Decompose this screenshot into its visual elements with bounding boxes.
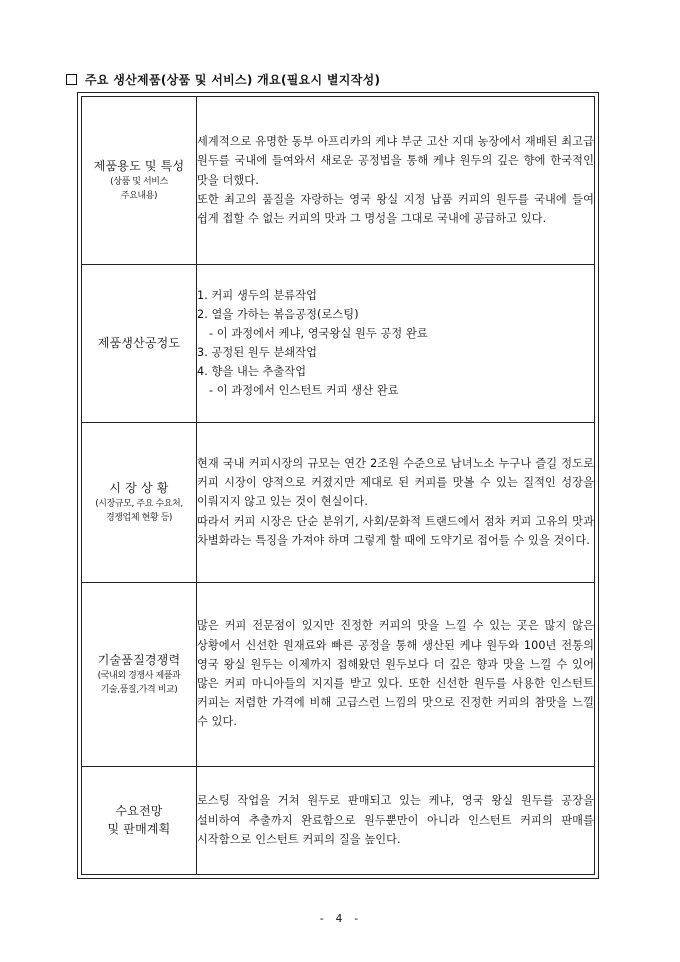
row-content-cell: [197, 766, 595, 874]
row-label-demand-forecast: 수요전망: [115, 804, 163, 819]
checkbox-square-icon: [66, 74, 77, 85]
section-title: 주요 생산제품(상품 및 서비스) 개요(필요시 별지작성): [85, 73, 381, 87]
table-row-production-process: [82, 264, 594, 422]
page-number: - 4 -: [318, 912, 362, 925]
row-label-cell: [82, 97, 197, 264]
table-row-product-use: [82, 97, 594, 264]
row-label-production-process: 제품생산공정도: [97, 336, 181, 350]
content-paragraph: 따라서 커피 시장은 단순 분위기, 사회/문화적 트랜드에서 점차 커피 고유의 맛과 차별화라는 특징을 가져야 하며 그렇게 할 때에 도약기로 접어들 수 있을 것이다.: [197, 514, 594, 547]
row-sublabel-line: (국내외 경쟁사 제품과: [97, 671, 181, 681]
content-paragraph: 또한 최고의 품질을 자랑하는 영국 왕실 지정 납품 커피의 원두를 국내에 들여 쉽게 접할 수 없는 커피의 맛과 그 명성을 그대로 국내에 공급하고 있다.: [197, 192, 594, 226]
row-label-tech-competitiveness: 기술품질경쟁력: [97, 653, 181, 667]
process-step: 3. 공정된 원두 분쇄작업: [197, 346, 318, 359]
row-label-cell: [82, 766, 197, 874]
row-label-cell: [82, 264, 197, 422]
row-sublabel-line: 주요내용): [120, 191, 158, 202]
process-step-note: - 이 과정에서 케냐, 영국왕실 원두 공정 완료: [209, 327, 428, 340]
row-label-cell: [82, 422, 197, 582]
overview-frame-inner: [81, 96, 595, 875]
row-label-market-status: 시 장 상 황: [109, 481, 169, 495]
row-content-cell: [197, 422, 595, 582]
row-content-cell: [197, 97, 595, 264]
row-sublabel-line: (시장규모, 주요 수요처,: [95, 499, 183, 509]
section-header: [66, 71, 380, 88]
overview-frame: [77, 92, 599, 879]
content-paragraph: 세계적으로 유명한 동부 아프리카의 케냐 부군 고산 지대 농장에서 재배된 최고급 원두를 국내에 들여와서 새로운 공정법을 통해 케냐 원두의 깊은 향에 한국적인 맛을 더했다.: [197, 135, 594, 187]
content-paragraph: 현재 국내 커피시장의 규모는 연간 2조원 수준으로 남녀노소 누구나 즐길 정도로 커피 시장이 양적으로 커졌지만 제대로 된 커피를 맛볼 수 있는 질적인 성장을 이뤄지지 않고 있는 것이 현실이다.: [197, 456, 594, 509]
content-paragraph: 로스팅 작업을 거쳐 원두로 판매되고 있는 케냐, 영국 왕실 원두를 공장을 설비하여 추출까지 완료함으로 원두뿐만이 아니라 인스턴트 커피의 판매를 시작함으로 인스턴트 커피의 질을 높인다.: [197, 794, 594, 846]
row-label-sales-plan: 및 판매계획: [107, 822, 171, 837]
row-label-cell: [82, 582, 197, 766]
row-sublabel-line: 경쟁업체 현황 등): [105, 513, 173, 523]
row-sublabel-line: 기술,품질,가격 비교): [100, 685, 178, 695]
row-content-cell: [197, 264, 595, 422]
product-overview-table: [82, 97, 594, 874]
row-label-product-use: 제품용도 및 특성: [93, 159, 185, 174]
content-paragraph: 많은 커피 전문점이 있지만 진정한 커피의 맛을 느낄 수 있는 곳은 많지 않은 상황에서 신선한 원재료와 빠른 공정을 통해 생산된 케냐 원두와 100년 전통의 영국 왕실 원두는 이제까지 접해왔던 원두보다 더 깊은 향과 맛을 느낄 수 있어 많은 커피 마니아들의 지지를 받고 있다. 또한 신선한 원두를 사용한 인스턴트 커피는 저렴한 가격에 비해 고급스런 느낌의 맛으로 진정한 커피의 참맛을 느낄 수 있다.: [197, 619, 594, 729]
table-row-market-status: [82, 422, 594, 582]
process-step: 1. 커피 생두의 분류작업: [197, 289, 318, 302]
process-step-note: - 이 과정에서 인스턴트 커피 생산 완료: [209, 384, 399, 397]
process-step: 2. 열을 가하는 볶음공정(로스팅): [197, 308, 359, 321]
table-row-demand-forecast: [82, 766, 594, 874]
table-row-tech-competitiveness: [82, 582, 594, 766]
row-sublabel-line: (상품 및 서비스: [110, 177, 168, 188]
process-step: 4. 향을 내는 추출작업: [197, 365, 307, 378]
row-content-cell: [197, 582, 595, 766]
